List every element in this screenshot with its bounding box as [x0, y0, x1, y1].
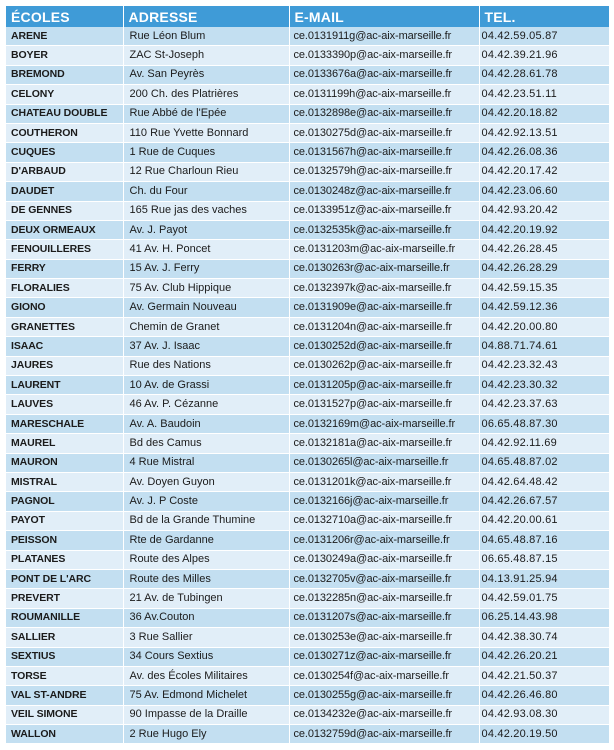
table-row — [6, 259, 609, 278]
table-row — [6, 705, 609, 724]
email-cell: ce.0130263r@ac-aix-marseille.fr — [289, 259, 479, 278]
school-name-cell: GIONO — [6, 298, 123, 317]
header-address: ADRESSE — [123, 6, 289, 27]
table-row — [6, 686, 609, 705]
address-cell: Ch. du Four — [123, 182, 289, 201]
school-name-cell: D'ARBAUD — [6, 162, 123, 181]
phone-cell: 04.42.20.00.80 — [479, 317, 609, 336]
address-cell: 41 Av. H. Poncet — [123, 240, 289, 259]
phone-cell: 04.42.92.11.69 — [479, 434, 609, 453]
email-cell: ce.0132535k@ac-aix-marseille.fr — [289, 220, 479, 239]
address-cell: 75 Av. Edmond Michelet — [123, 686, 289, 705]
school-name-cell: PEISSON — [6, 531, 123, 550]
school-name-cell: WALLON — [6, 725, 123, 744]
email-cell: ce.0131207s@ac-aix-marseille.fr — [289, 608, 479, 627]
address-cell: 2 Rue Hugo Ely — [123, 725, 289, 744]
address-cell: 75 Av. Club Hippique — [123, 279, 289, 298]
email-cell: ce.0132285n@ac-aix-marseille.fr — [289, 589, 479, 608]
email-cell: ce.0132169m@ac-aix-marseille.fr — [289, 414, 479, 433]
address-cell: 37 Av. J. Isaac — [123, 337, 289, 356]
email-cell: ce.0133390p@ac-aix-marseille.fr — [289, 46, 479, 65]
address-cell: 21 Av. de Tubingen — [123, 589, 289, 608]
address-cell: 110 Rue Yvette Bonnard — [123, 123, 289, 142]
phone-cell: 04.88.71.74.61 — [479, 337, 609, 356]
phone-cell: 04.42.23.51.11 — [479, 85, 609, 104]
email-cell: ce.0130275d@ac-aix-marseille.fr — [289, 123, 479, 142]
phone-cell: 04.42.23.37.63 — [479, 395, 609, 414]
address-cell: 12 Rue Charloun Rieu — [123, 162, 289, 181]
email-cell: ce.0130249a@ac-aix-marseille.fr — [289, 550, 479, 569]
table-row — [6, 666, 609, 685]
phone-cell: 04.42.59.01.75 — [479, 589, 609, 608]
phone-cell: 04.65.48.87.16 — [479, 531, 609, 550]
table-row — [6, 608, 609, 627]
address-cell: Av. San Peyrès — [123, 65, 289, 84]
address-cell: 200 Ch. des Platrières — [123, 85, 289, 104]
phone-cell: 06.65.48.87.30 — [479, 414, 609, 433]
phone-cell: 04.42.59.05.87 — [479, 27, 609, 46]
phone-cell: 04.42.59.12.36 — [479, 298, 609, 317]
school-name-cell: MISTRAL — [6, 472, 123, 491]
schools-directory — [6, 6, 609, 744]
email-cell: ce.0131201k@ac-aix-marseille.fr — [289, 472, 479, 491]
school-name-cell: PLATANES — [6, 550, 123, 569]
email-cell: ce.0132705v@ac-aix-marseille.fr — [289, 569, 479, 588]
table-row — [6, 143, 609, 162]
school-name-cell: MAUREL — [6, 434, 123, 453]
phone-cell: 04.42.26.28.45 — [479, 240, 609, 259]
email-cell: ce.0132397k@ac-aix-marseille.fr — [289, 279, 479, 298]
email-cell: ce.0133951z@ac-aix-marseille.fr — [289, 201, 479, 220]
email-cell: ce.0130255g@ac-aix-marseille.fr — [289, 686, 479, 705]
school-name-cell: ISAAC — [6, 337, 123, 356]
school-name-cell: FLORALIES — [6, 279, 123, 298]
school-name-cell: JAURES — [6, 356, 123, 375]
email-cell: ce.0130252d@ac-aix-marseille.fr — [289, 337, 479, 356]
table-row — [6, 317, 609, 336]
address-cell: 4 Rue Mistral — [123, 453, 289, 472]
phone-cell: 04.42.21.50.37 — [479, 666, 609, 685]
table-row — [6, 492, 609, 511]
table-row — [6, 162, 609, 181]
school-name-cell: PAYOT — [6, 511, 123, 530]
address-cell: Route des Alpes — [123, 550, 289, 569]
email-cell: ce.0130271z@ac-aix-marseille.fr — [289, 647, 479, 666]
email-cell: ce.0130253e@ac-aix-marseille.fr — [289, 628, 479, 647]
phone-cell: 04.42.20.17.42 — [479, 162, 609, 181]
email-cell: ce.0131203m@ac-aix-marseille.fr — [289, 240, 479, 259]
school-name-cell: MARESCHALE — [6, 414, 123, 433]
phone-cell: 04.42.64.48.42 — [479, 472, 609, 491]
email-cell: ce.0134232e@ac-aix-marseille.fr — [289, 705, 479, 724]
email-cell: ce.0131911g@ac-aix-marseille.fr — [289, 27, 479, 46]
phone-cell: 04.42.23.32.43 — [479, 356, 609, 375]
address-cell: 3 Rue Sallier — [123, 628, 289, 647]
address-cell: Av. A. Baudoin — [123, 414, 289, 433]
table-row — [6, 376, 609, 395]
school-name-cell: FENOUILLERES — [6, 240, 123, 259]
email-cell: ce.0130265l@ac-aix-marseille.fr — [289, 453, 479, 472]
address-cell: Bd des Camus — [123, 434, 289, 453]
phone-cell: 04.42.26.46.80 — [479, 686, 609, 705]
table-row — [6, 589, 609, 608]
email-cell: ce.0131204n@ac-aix-marseille.fr — [289, 317, 479, 336]
email-cell: ce.0130262p@ac-aix-marseille.fr — [289, 356, 479, 375]
email-cell: ce.0132759d@ac-aix-marseille.fr — [289, 725, 479, 744]
school-name-cell: COUTHERON — [6, 123, 123, 142]
table-row — [6, 337, 609, 356]
phone-cell: 04.42.26.20.21 — [479, 647, 609, 666]
email-cell: ce.0132710a@ac-aix-marseille.fr — [289, 511, 479, 530]
email-cell: ce.0131909e@ac-aix-marseille.fr — [289, 298, 479, 317]
address-cell: 1 Rue de Cuques — [123, 143, 289, 162]
school-name-cell: DEUX ORMEAUX — [6, 220, 123, 239]
school-name-cell: DAUDET — [6, 182, 123, 201]
address-cell: 46 Av. P. Cézanne — [123, 395, 289, 414]
table-row — [6, 453, 609, 472]
address-cell: Av. J. P Coste — [123, 492, 289, 511]
email-cell: ce.0132579h@ac-aix-marseille.fr — [289, 162, 479, 181]
email-cell: ce.0132898e@ac-aix-marseille.fr — [289, 104, 479, 123]
email-cell: ce.0132181a@ac-aix-marseille.fr — [289, 434, 479, 453]
address-cell: Av. Germain Nouveau — [123, 298, 289, 317]
header-row — [6, 6, 609, 27]
address-cell: Rue Abbé de l'Epée — [123, 104, 289, 123]
school-name-cell: LAURENT — [6, 376, 123, 395]
school-name-cell: VEIL SIMONE — [6, 705, 123, 724]
phone-cell: 04.42.26.08.36 — [479, 143, 609, 162]
header-tel: TEL. — [479, 6, 609, 27]
table-row — [6, 182, 609, 201]
email-cell: ce.0131206r@ac-aix-marseille.fr — [289, 531, 479, 550]
address-cell: 10 Av. de Grassi — [123, 376, 289, 395]
table-row — [6, 298, 609, 317]
address-cell: Av. J. Payot — [123, 220, 289, 239]
school-name-cell: FERRY — [6, 259, 123, 278]
school-name-cell: SEXTIUS — [6, 647, 123, 666]
phone-cell: 04.42.20.00.61 — [479, 511, 609, 530]
phone-cell: 04.42.20.19.92 — [479, 220, 609, 239]
address-cell: Rte de Gardanne — [123, 531, 289, 550]
table-row — [6, 123, 609, 142]
table-row — [6, 628, 609, 647]
table-row — [6, 356, 609, 375]
phone-cell: 04.42.26.28.29 — [479, 259, 609, 278]
school-name-cell: TORSE — [6, 666, 123, 685]
address-cell: Chemin de Granet — [123, 317, 289, 336]
email-cell: ce.0132166j@ac-aix-marseille.fr — [289, 492, 479, 511]
phone-cell: 04.42.20.18.82 — [479, 104, 609, 123]
phone-cell: 04.42.23.30.32 — [479, 376, 609, 395]
school-name-cell: PAGNOL — [6, 492, 123, 511]
table-row — [6, 434, 609, 453]
address-cell: Route des Milles — [123, 569, 289, 588]
table-row — [6, 85, 609, 104]
phone-cell: 04.42.26.67.57 — [479, 492, 609, 511]
email-cell: ce.0131567h@ac-aix-marseille.fr — [289, 143, 479, 162]
school-name-cell: MAURON — [6, 453, 123, 472]
address-cell: 36 Av.Couton — [123, 608, 289, 627]
school-name-cell: CHATEAU DOUBLE — [6, 104, 123, 123]
school-name-cell: BOYER — [6, 46, 123, 65]
school-name-cell: PREVERT — [6, 589, 123, 608]
email-cell: ce.0131527p@ac-aix-marseille.fr — [289, 395, 479, 414]
address-cell: Rue Léon Blum — [123, 27, 289, 46]
phone-cell: 04.42.39.21.96 — [479, 46, 609, 65]
phone-cell: 04.42.92.13.51 — [479, 123, 609, 142]
school-name-cell: GRANETTES — [6, 317, 123, 336]
school-name-cell: LAUVES — [6, 395, 123, 414]
table-row — [6, 511, 609, 530]
email-cell: ce.0130254f@ac-aix-marseille.fr — [289, 666, 479, 685]
phone-cell: 04.42.20.19.50 — [479, 725, 609, 744]
email-cell: ce.0130248z@ac-aix-marseille.fr — [289, 182, 479, 201]
table-row — [6, 46, 609, 65]
school-name-cell: DE GENNES — [6, 201, 123, 220]
table-row — [6, 27, 609, 46]
table-row — [6, 569, 609, 588]
address-cell: 34 Cours Sextius — [123, 647, 289, 666]
phone-cell: 04.42.59.15.35 — [479, 279, 609, 298]
table-row — [6, 201, 609, 220]
school-name-cell: CUQUES — [6, 143, 123, 162]
table-row — [6, 472, 609, 491]
table-header — [6, 6, 609, 27]
address-cell: ZAC St-Joseph — [123, 46, 289, 65]
email-cell: ce.0131205p@ac-aix-marseille.fr — [289, 376, 479, 395]
phone-cell: 06.65.48.87.15 — [479, 550, 609, 569]
phone-cell: 06.25.14.43.98 — [479, 608, 609, 627]
table-row — [6, 414, 609, 433]
address-cell: Av. Doyen Guyon — [123, 472, 289, 491]
table-row — [6, 104, 609, 123]
school-name-cell: PONT DE L'ARC — [6, 569, 123, 588]
table-row — [6, 279, 609, 298]
school-name-cell: ROUMANILLE — [6, 608, 123, 627]
school-name-cell: VAL ST-ANDRE — [6, 686, 123, 705]
table-row — [6, 725, 609, 744]
school-name-cell: CELONY — [6, 85, 123, 104]
phone-cell: 04.42.93.08.30 — [479, 705, 609, 724]
table-row — [6, 531, 609, 550]
phone-cell: 04.42.93.20.42 — [479, 201, 609, 220]
address-cell: Bd de la Grande Thumine — [123, 511, 289, 530]
school-name-cell: SALLIER — [6, 628, 123, 647]
email-cell: ce.0133676a@ac-aix-marseille.fr — [289, 65, 479, 84]
school-name-cell: BREMOND — [6, 65, 123, 84]
phone-cell: 04.65.48.87.02 — [479, 453, 609, 472]
header-email: E-MAIL — [289, 6, 479, 27]
table-row — [6, 550, 609, 569]
table-row — [6, 647, 609, 666]
schools-table — [6, 6, 609, 744]
phone-cell: 04.42.28.61.78 — [479, 65, 609, 84]
email-cell: ce.0131199h@ac-aix-marseille.fr — [289, 85, 479, 104]
address-cell: Rue des Nations — [123, 356, 289, 375]
phone-cell: 04.42.38.30.74 — [479, 628, 609, 647]
phone-cell: 04.13.91.25.94 — [479, 569, 609, 588]
address-cell: 165 Rue jas des vaches — [123, 201, 289, 220]
table-row — [6, 240, 609, 259]
address-cell: 90 Impasse de la Draille — [123, 705, 289, 724]
school-name-cell: ARENE — [6, 27, 123, 46]
address-cell: Av. des Écoles Militaires — [123, 666, 289, 685]
table-row — [6, 220, 609, 239]
table-row — [6, 65, 609, 84]
phone-cell: 04.42.23.06.60 — [479, 182, 609, 201]
table-row — [6, 395, 609, 414]
address-cell: 15 Av. J. Ferry — [123, 259, 289, 278]
table-body — [6, 27, 609, 744]
header-school: ÉCOLES — [6, 6, 123, 27]
